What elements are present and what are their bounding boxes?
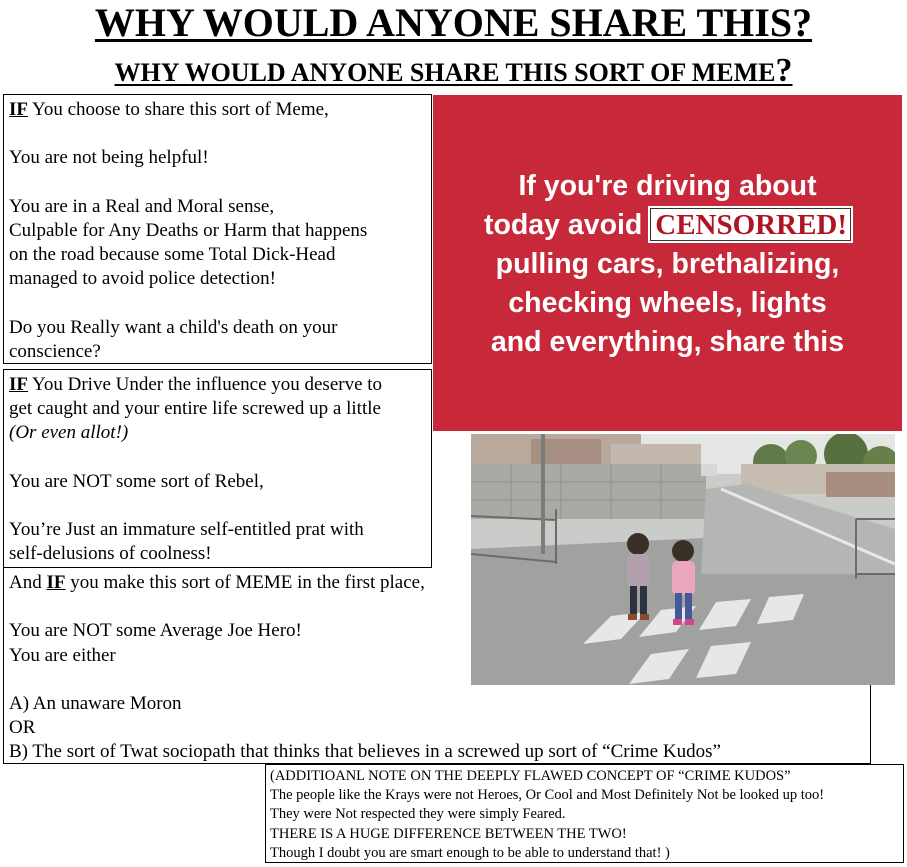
box2-line: (Or even allot!): [9, 422, 129, 444]
meme-maker-box: And IF you make this sort of MEME in the first place, You are NOT some Average Joe Hero! You are either A) An unaware Moron OR B) The sort of Twat sociopath that thinks that believes in a screwed up sort of “Crime Kudos”: [3, 568, 871, 764]
box2-line: self-delusions of coolness!: [9, 543, 212, 565]
page-subtitle: WHY WOULD ANYONE SHARE THIS SORT OF MEME?: [114, 52, 793, 89]
box3-line: B) The sort of Twat sociopath that thinks that believes in a screwed up sort of “Crime Kudos”: [9, 741, 721, 763]
box2-line: get caught and your entire life screwed up a little: [9, 398, 381, 420]
box1-line: conscience?: [9, 340, 101, 362]
box1-line: on the road because some Total Dick-Head: [9, 244, 336, 266]
meme-image: [433, 95, 902, 431]
children-crossing-road-photo: [471, 434, 895, 685]
box1-line: You are in a Real and Moral sense,: [9, 195, 275, 217]
censored-stamp: CENSORRED!: [650, 208, 851, 241]
if-keyword: IF: [9, 374, 28, 395]
box3-line: You are NOT some Average Joe Hero!: [9, 620, 302, 642]
crime-kudos-note: [265, 764, 904, 863]
drink-drive-box: IF You Drive Under the influence you deserve to get caught and your entire life screwed up a little (Or even allot!) You are NOT some sort of Rebel, You’re Just an immature self-entitled prat with self-delusions of coolness!: [3, 369, 432, 568]
box3-line: OR: [9, 717, 36, 739]
box1-line: managed to avoid police detection!: [9, 268, 276, 290]
box1-line: Culpable for Any Deaths or Harm that happens: [9, 219, 368, 241]
note-line: THERE IS A HUGE DIFFERENCE BETWEEN THE TWO!: [270, 825, 627, 842]
box1-line: You are not being helpful!: [9, 147, 209, 169]
subtitle-question-mark: ?: [775, 52, 793, 89]
if-keyword: IF: [46, 572, 66, 593]
meme-text: If you're driving about today avoid CENSORRED! pulling cars, brethalizing, checking wheels, lights and everything, share this: [433, 167, 902, 362]
box3-line: You are either: [9, 644, 116, 666]
box2-line: You’re Just an immature self-entitled prat with: [9, 519, 364, 541]
box3-line: A) An unaware Moron: [9, 692, 182, 714]
note-line: They were Not respected they were simply Feared.: [270, 806, 566, 823]
if-keyword: IF: [9, 99, 28, 120]
share-warning-box: IF You choose to share this sort of Meme, You are not being helpful! You are in a Real and Moral sense, Culpable for Any Deaths or Harm that happens on the road because some Total Dick-Head managed to avoid police detection! Do you Really want a child's death on your conscience?: [3, 94, 432, 364]
note-line: (ADDITIOANL NOTE ON THE DEEPLY FLAWED CONCEPT OF “CRIME KUDOS”: [270, 768, 791, 784]
box2-line: You are NOT some sort of Rebel,: [9, 470, 264, 492]
note-line: The people like the Krays were not Heroes, Or Cool and Most Definitely Not be looked up too!: [270, 787, 825, 804]
page-title: WHY WOULD ANYONE SHARE THIS?: [94, 0, 813, 45]
box1-line: Do you Really want a child's death on your: [9, 316, 338, 338]
note-line: Though I doubt you are smart enough to be able to understand that! ): [270, 844, 670, 861]
